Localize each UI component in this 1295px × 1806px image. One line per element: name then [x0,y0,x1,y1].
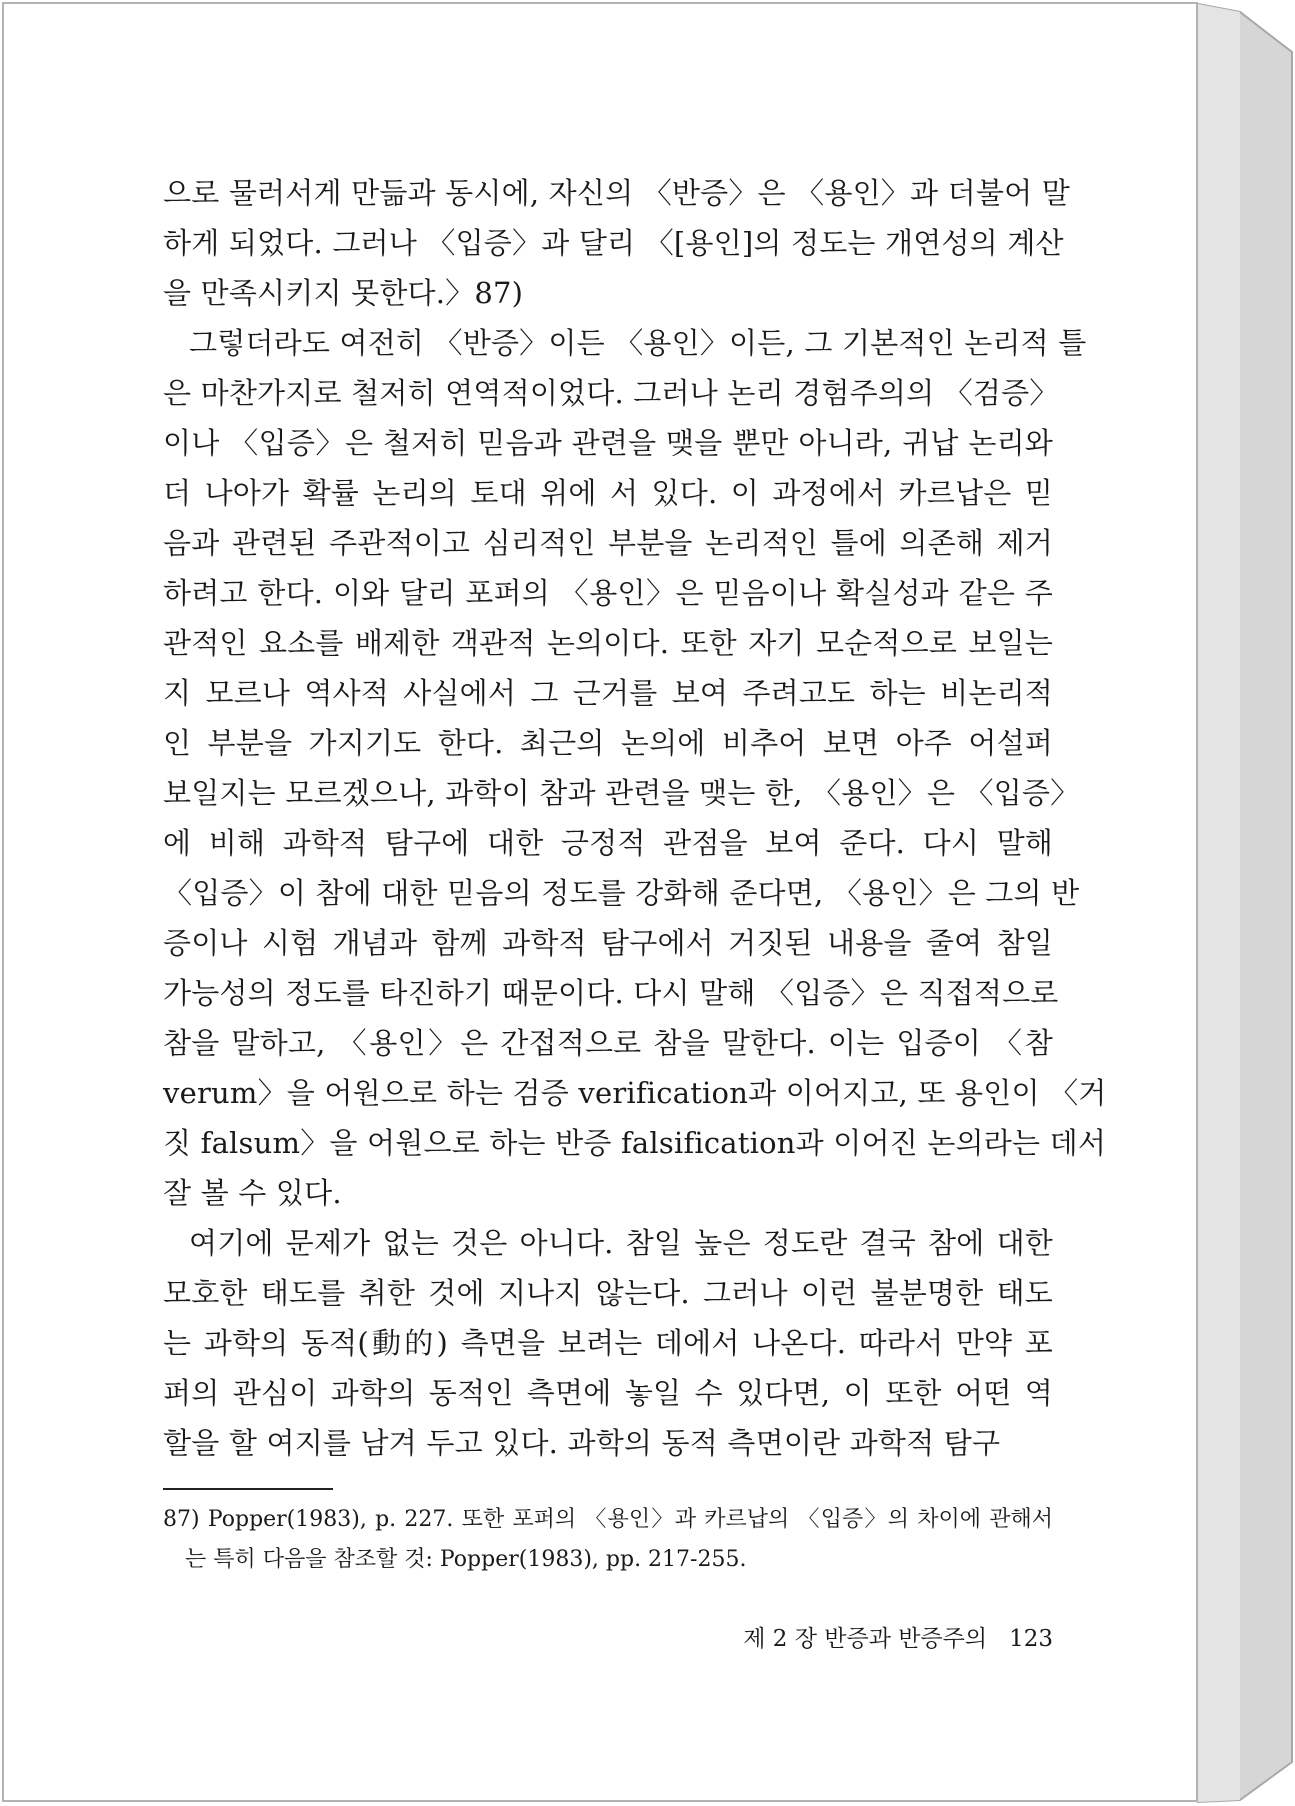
footnote [163,1500,1053,1580]
chapter-title: 제 2 장 반증과 반증주의 [743,1626,988,1652]
paragraph [163,168,1070,318]
text-line: 여기에 문제가 없는 것은 아니다. 참일 높은 정도란 결국 참에 대한 [189,1226,1053,1260]
footnote-line: 는 특히 다음을 참조할 것: Popper(1983), pp. 217-255. [185,1547,747,1572]
text-line: 인 부분을 가지기도 한다. 최근의 논의에 비추어 보면 아주 어설퍼 [163,726,1053,760]
text-line: 하게 되었다. 그러나 〈입증〉과 달리 〈[용인]의 정도는 개연성의 계산 [163,226,1064,260]
text-line: 이나 〈입증〉은 철저히 믿음과 관련을 맺을 뿐만 아니라, 귀납 논리와 [163,426,1053,460]
text-line: 에 비해 과학적 탐구에 대한 긍정적 관점을 보여 준다. 다시 말해 [163,826,1053,860]
text-line: 가능성의 정도를 타진하기 때문이다. 다시 말해 〈입증〉은 직접적으로 [163,976,1059,1010]
text-line: 하려고 한다. 이와 달리 포퍼의 〈용인〉은 믿음이나 확실성과 같은 주 [163,576,1053,610]
text-line: 증이나 시험 개념과 함께 과학적 탐구에서 거짓된 내용을 줄여 참일 [163,926,1053,960]
text-line: 퍼의 관심이 과학의 동적인 측면에 놓일 수 있다면, 이 또한 어떤 역 [163,1376,1053,1410]
text-line: 짓 falsum〉을 어원으로 하는 반증 falsification과 이어진 논의라는 데서 [163,1126,1107,1160]
text-line: 할을 할 여지를 남겨 두고 있다. 과학의 동적 측면이란 과학적 탐구 [163,1426,1001,1460]
text-line: 을 만족시키지 못한다.〉87) [163,276,524,310]
text-line: 모호한 태도를 취한 것에 지나지 않는다. 그러나 이런 불분명한 태도 [163,1276,1053,1310]
running-footer [700,1620,1053,1653]
text-line: 은 마찬가지로 철저히 연역적이었다. 그러나 논리 경험주의의 〈검증〉 [163,376,1059,410]
text-line: 으로 물러서게 만듦과 동시에, 자신의 〈반증〉은 〈용인〉과 더불어 말 [163,176,1070,210]
text-line: 지 모르나 역사적 사실에서 그 근거를 보여 주려고도 하는 비논리적 [163,676,1053,710]
text-line: verum〉을 어원으로 하는 검증 verification과 이어지고, 또 용인이 〈거 [163,1076,1107,1110]
text-line: 더 나아가 확률 논리의 토대 위에 서 있다. 이 과정에서 카르납은 믿 [163,476,1053,510]
text-line: 보일지는 모르겠으나, 과학이 참과 관련을 맺는 한, 〈용인〉은 〈입증〉 [163,776,1080,810]
text-line: 그렇더라도 여전히 〈반증〉이든 〈용인〉이든, 그 기본적인 논리적 틀 [189,326,1087,360]
paragraph [163,1218,1053,1468]
text-line: 참을 말하고, 〈용인〉은 간접적으로 참을 말한다. 이는 입증이 〈참 [163,1026,1053,1060]
text-line: 잘 볼 수 있다. [163,1176,342,1210]
paragraph [163,318,1107,1218]
text-line: 는 과학의 동적(動的) 측면을 보려는 데에서 나온다. 따라서 만약 포 [163,1326,1053,1360]
footnote-line: 87) Popper(1983), p. 227. 또한 포퍼의 〈용인〉과 카르납의 〈입증〉의 차이에 관해서 [163,1507,1053,1532]
text-line: 관적인 요소를 배제한 객관적 논의이다. 또한 자기 모순적으로 보일는 [163,626,1053,660]
text-line: 〈입증〉이 참에 대한 믿음의 정도를 강화해 준다면, 〈용인〉은 그의 반 [163,876,1080,910]
page-number: 123 [1009,1626,1053,1652]
text-line: 음과 관련된 주관적이고 심리적인 부분을 논리적인 틀에 의존해 제거 [163,526,1053,560]
main-text [163,168,1107,1468]
footnote-divider [163,1488,333,1490]
